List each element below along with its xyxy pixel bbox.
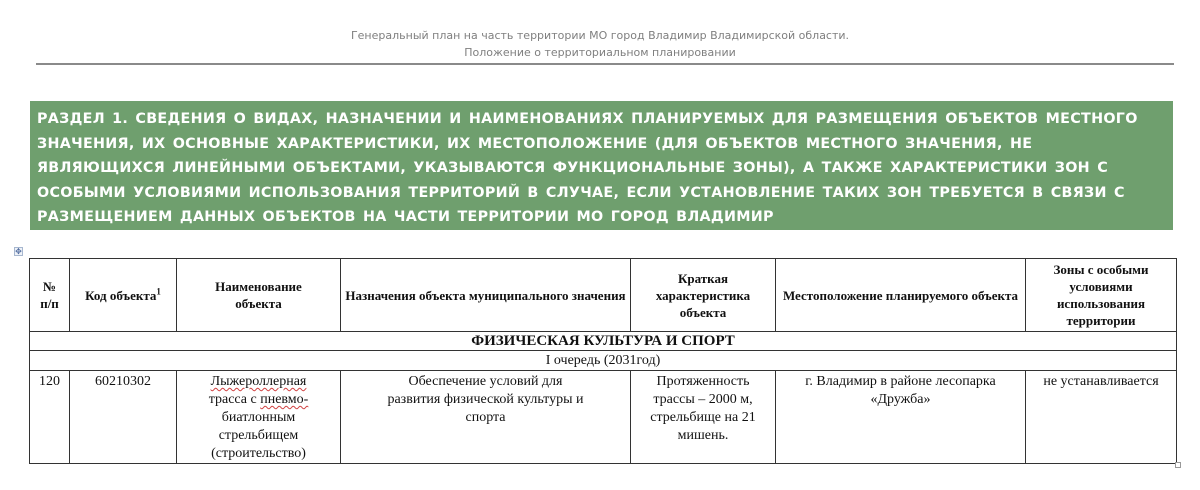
cell-name-part: Лыжероллерная	[210, 374, 307, 389]
header-divider	[36, 63, 1174, 65]
section-heading: РАЗДЕЛ 1. СВЕДЕНИЯ О ВИДАХ, НАЗНАЧЕНИИ И НАИМЕНОВАНИЯХ ПЛАНИРУЕМЫХ ДЛЯ РАЗМЕЩЕНИЯ ОБЪЕКТОВ МЕСТНОГО ЗНАЧЕНИЯ, ИХ ОСНОВНЫЕ ХАРАКТЕРИСТИКИ, ИХ МЕСТОПОЛОЖЕНИЕ (ДЛЯ ОБЪЕКТОВ МЕСТНОГО ЗНАЧЕНИЯ, НЕ ЯВЛЯЮЩИХСЯ ЛИНЕЙНЫМИ ОБЪЕКТАМИ, УКАЗЫВАЮТСЯ ФУНКЦИОНАЛЬНЫЕ ЗОНЫ), А ТАКЖЕ ХАРАКТЕРИСТИКИ ЗОН С ОСОБЫМИ УСЛОВИЯМИ ИСПОЛЬЗОВАНИЯ ТЕРРИТОРИЙ В СЛУЧАЕ, ЕСЛИ УСТАНОВЛЕНИЕ ТАКИХ ЗОН ТРЕБУЕТСЯ В СВЯЗИ С РАЗМЕЩЕНИЕМ ДАННЫХ ОБЪЕКТОВ НА ЧАСТИ ТЕРРИТОРИИ МО ГОРОД ВЛАДИМИР	[30, 101, 1173, 230]
header-purpose: Назначения объекта муниципального значения	[341, 259, 631, 332]
header-characteristics: Краткая характеристика объекта	[631, 259, 776, 332]
header-number-label: п/п	[40, 296, 59, 311]
cell-name-part: трасса с	[208, 392, 261, 407]
category-row	[30, 332, 1177, 351]
planned-objects-table	[29, 258, 1177, 464]
header-code	[70, 259, 177, 332]
footnote-marker[interactable]: 1	[156, 286, 161, 297]
cell-purpose: Обеспечение условий для развития физической культуры и спорта	[341, 371, 631, 464]
cell-zones: не устанавливается	[1026, 371, 1177, 464]
header-name: Наименование объекта	[177, 259, 341, 332]
table-move-handle-icon[interactable]: ✥	[15, 247, 22, 256]
category-label: ФИЗИЧЕСКАЯ КУЛЬТУРА И СПОРТ	[30, 332, 1177, 351]
header-code-label: Код объекта	[85, 287, 157, 303]
cell-number: 120	[30, 371, 70, 464]
cell-code: 60210302	[70, 371, 177, 464]
header-zones: Зоны с особыми условиями использования территории	[1026, 259, 1177, 332]
queue-row	[30, 351, 1177, 371]
cell-name-part: пневмо-	[260, 392, 309, 407]
table-row	[30, 371, 1177, 464]
page-header-title: Генеральный план на часть территории МО город Владимир Владимирской области.	[350, 29, 850, 42]
page-header-subtitle: Положение о территориальном планировании	[464, 46, 736, 59]
cell-name-part: биатлонным стрельбищем (строительство)	[211, 410, 306, 461]
header-location: Местоположение планируемого объекта	[776, 259, 1026, 332]
cell-location: г. Владимир в районе лесопарка «Дружба»	[776, 371, 1026, 464]
cell-name	[177, 371, 341, 464]
page-header	[0, 27, 1200, 61]
table-resize-handle[interactable]	[1175, 462, 1181, 468]
table-header-row	[30, 259, 1177, 332]
queue-label: I очередь (2031год)	[30, 351, 1177, 371]
cell-characteristics: Протяженность трассы – 2000 м, стрельбище на 21 мишень.	[631, 371, 776, 464]
header-number	[30, 259, 70, 332]
header-number-symbol: №	[42, 279, 57, 294]
